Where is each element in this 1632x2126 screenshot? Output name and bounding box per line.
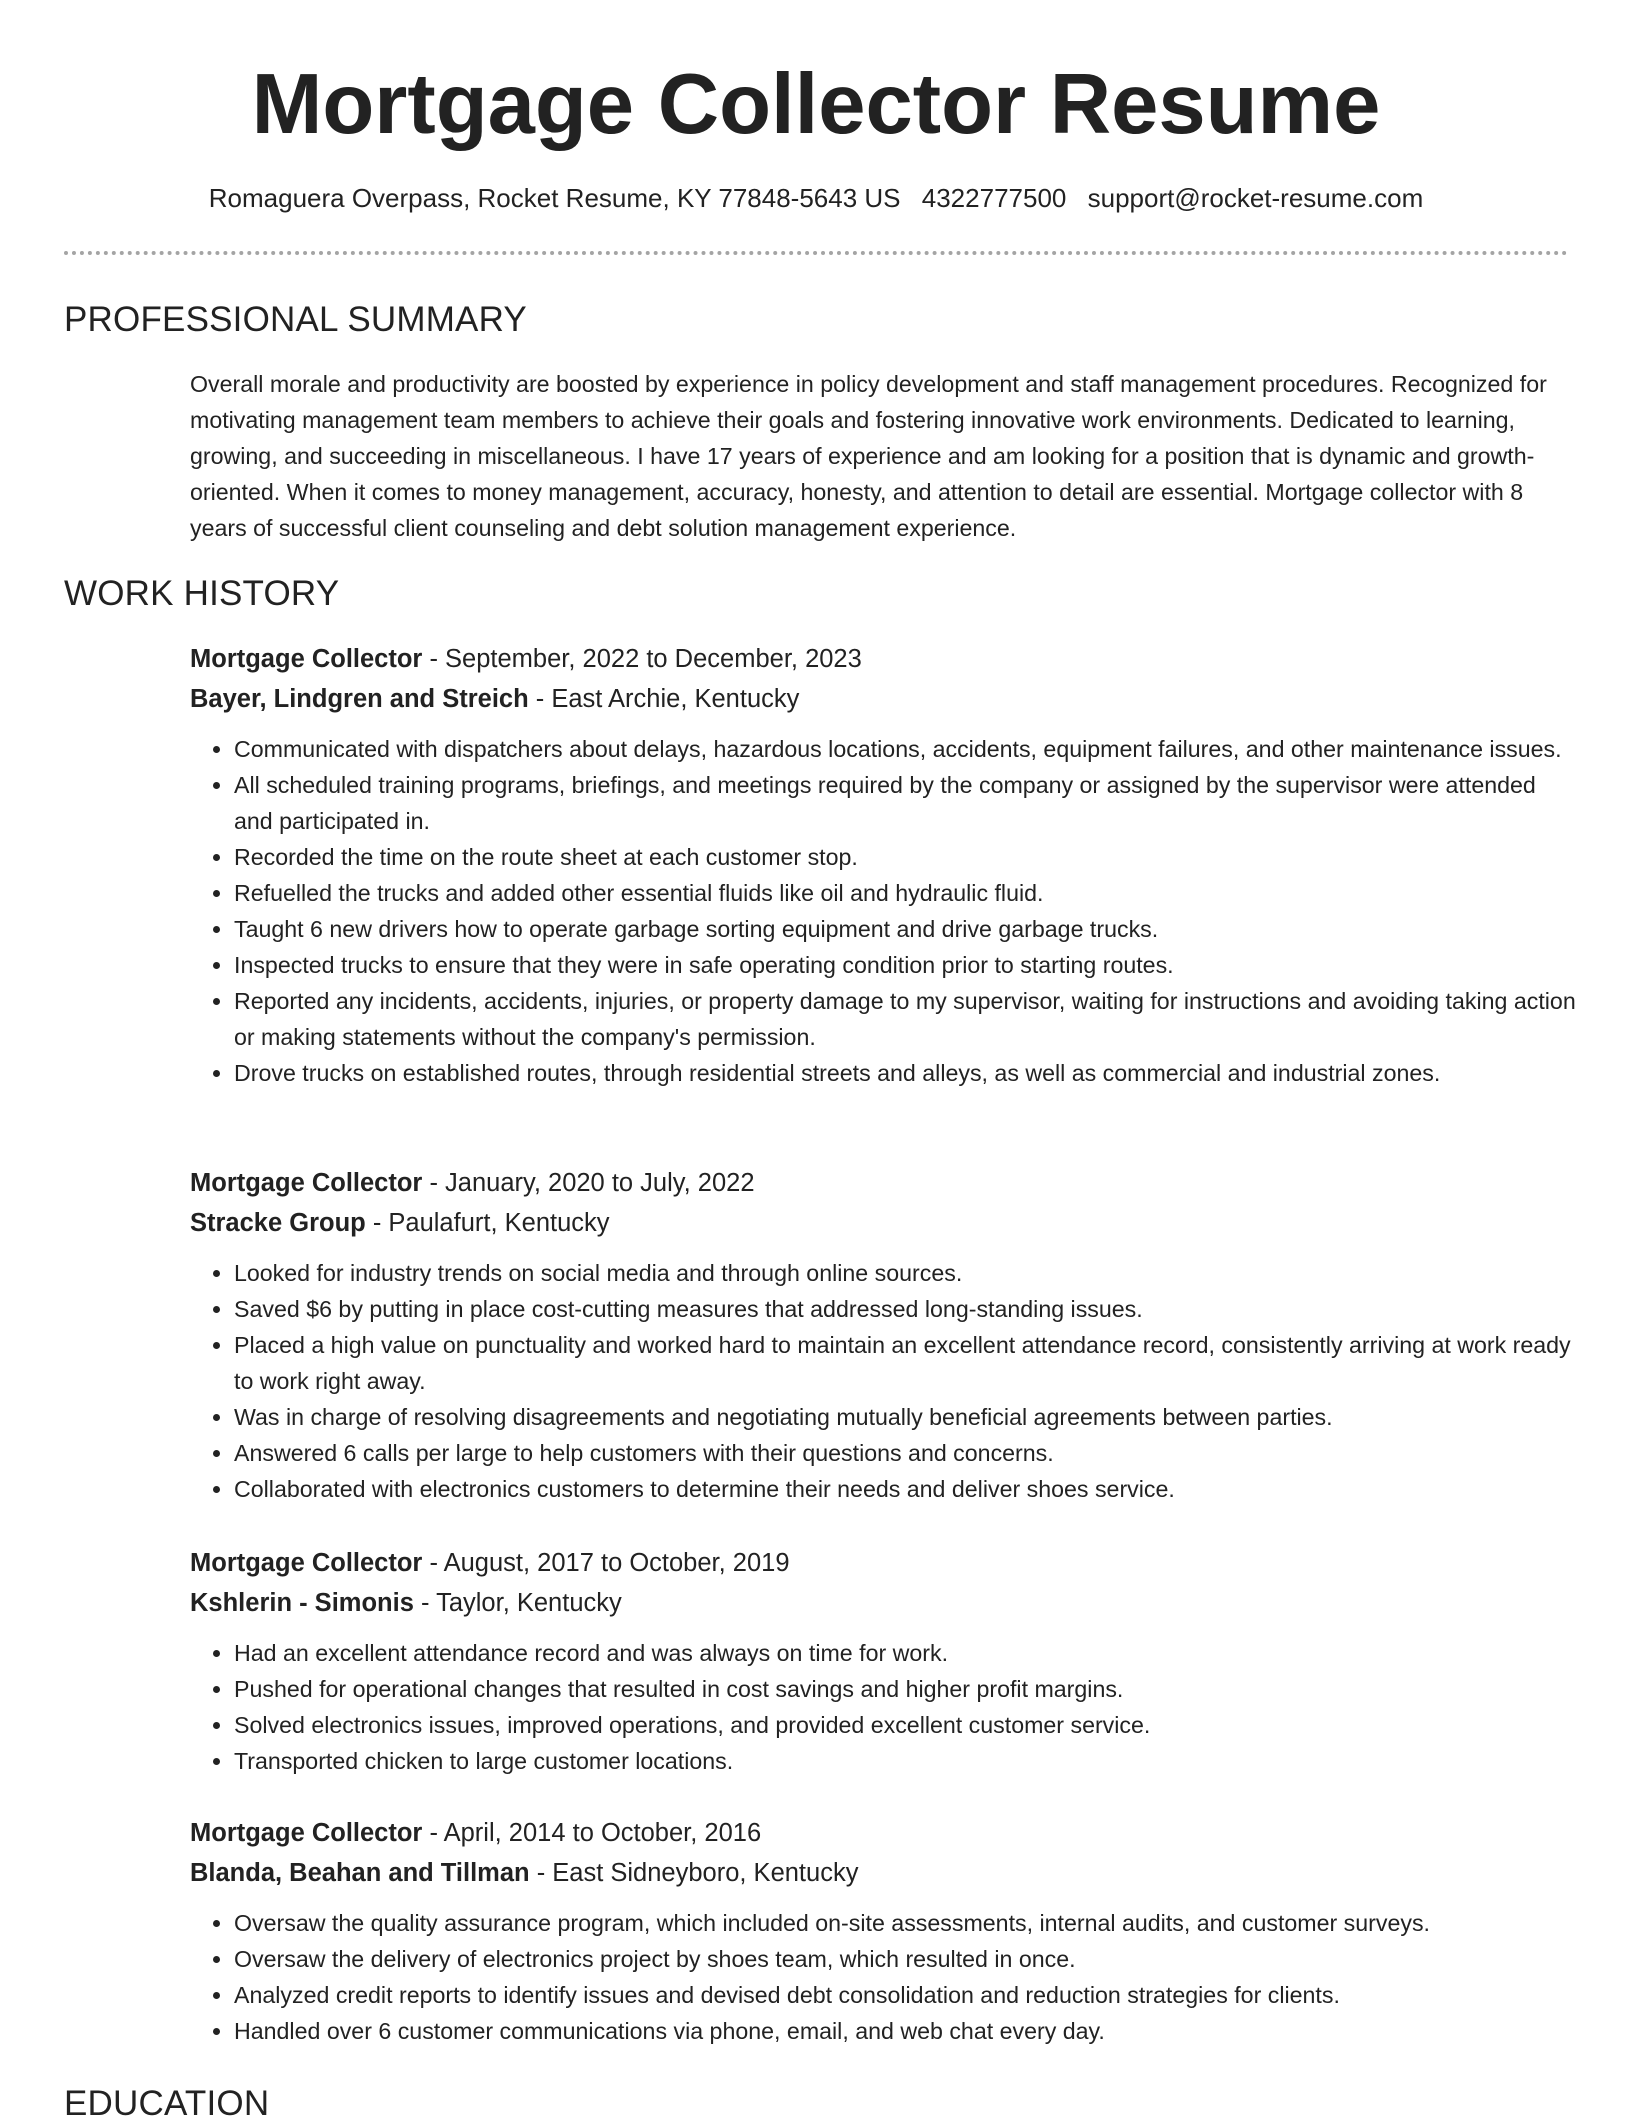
job-entry [190,1163,1580,1507]
job-role: Mortgage Collector [190,645,423,673]
job-duty: • Had an excellent attendance record and was always on time for work. [234,1635,1580,1671]
job-duty: • All scheduled training programs, briefings, and meetings required by the company or assigned by the supervisor were attended and participated in. [234,767,1580,839]
job-company: Bayer, Lindgren and Streich [190,685,529,713]
job-duties-list [190,1905,1580,2049]
job-duty: • Handled over 6 customer communications via phone, email, and web chat every day. [234,2013,1580,2049]
job-duty: • Analyzed credit reports to identify issues and devised debt consolidation and reduction strategies for clients. [234,1977,1580,2013]
job-dates: - April, 2014 to October, 2016 [422,1819,762,1847]
job-duty: • Looked for industry trends on social media and through online sources. [234,1255,1580,1291]
job-entry [190,639,1580,1091]
job-title-line [190,1163,1580,1203]
job-dates: - September, 2022 to December, 2023 [422,645,862,673]
job-duty: • Drove trucks on established routes, through residential streets and alleys, as well as commercial and industrial zones. [234,1055,1580,1091]
job-duty: • Transported chicken to large customer locations. [234,1743,1580,1779]
job-location: - East Sidneyboro, Kentucky [529,1859,859,1887]
job-duty: • Answered 6 calls per large to help customers with their questions and concerns. [234,1435,1580,1471]
job-duty: • Communicated with dispatchers about delays, hazardous locations, accidents, equipment failures, and other maintenance issues. [234,731,1580,767]
header-divider [64,251,1568,255]
job-company-line [190,1583,1580,1623]
job-duty: • Solved electronics issues, improved operations, and provided excellent customer service. [234,1707,1580,1743]
job-duty: • Saved $6 by putting in place cost-cutting measures that addressed long-standing issues. [234,1291,1580,1327]
job-duty: • Collaborated with electronics customers to determine their needs and deliver shoes service. [234,1471,1580,1507]
summary-heading: PROFESSIONAL SUMMARY [64,300,527,339]
job-dates: - January, 2020 to July, 2022 [422,1169,755,1197]
contact-email: support@rocket-resume.com [1087,183,1424,213]
job-duty: • Oversaw the delivery of electronics project by shoes team, which resulted in once. [234,1941,1580,1977]
job-company: Blanda, Beahan and Tillman [190,1859,530,1887]
work-history-heading: WORK HISTORY [64,574,340,613]
job-duty: • Taught 6 new drivers how to operate garbage sorting equipment and drive garbage trucks. [234,911,1580,947]
job-entry [190,1543,1580,1779]
job-duty: • Pushed for operational changes that resulted in cost savings and higher profit margins. [234,1671,1580,1707]
job-company-line [190,679,1580,719]
job-duties-list [190,731,1580,1091]
job-duty: • Recorded the time on the route sheet at each customer stop. [234,839,1580,875]
job-dates: - August, 2017 to October, 2019 [422,1549,790,1577]
job-role: Mortgage Collector [190,1819,423,1847]
job-duty: • Refuelled the trucks and added other essential fluids like oil and hydraulic fluid. [234,875,1580,911]
resume-title: Mortgage Collector Resume [251,57,1381,152]
job-role: Mortgage Collector [190,1549,423,1577]
contact-address: Romaguera Overpass, Rocket Resume, KY 77848-5643 US [208,183,901,213]
job-company: Kshlerin - Simonis [190,1589,414,1617]
job-company: Stracke Group [190,1209,366,1237]
job-title-line [190,639,1580,679]
job-duty: • Placed a high value on punctuality and worked hard to maintain an excellent attendance record, consistently arriving at work ready to work right away. [234,1327,1580,1399]
job-role: Mortgage Collector [190,1169,423,1197]
job-entry [190,1813,1580,2049]
job-title-line [190,1813,1580,1853]
job-duties-list [190,1255,1580,1507]
job-duty: • Was in charge of resolving disagreements and negotiating mutually beneficial agreements between parties. [234,1399,1580,1435]
job-location: - Taylor, Kentucky [413,1589,622,1617]
contact-phone: 4322777500 [921,183,1067,213]
contact-line [0,180,1632,216]
job-company-line [190,1853,1580,1893]
job-duty: • Reported any incidents, accidents, injuries, or property damage to my supervisor, waiting for instructions and avoiding taking action or making statements without the company's permission. [234,983,1580,1055]
job-duty: • Inspected trucks to ensure that they were in safe operating condition prior to starting routes. [234,947,1580,983]
job-duties-list [190,1635,1580,1779]
summary-text: Overall morale and productivity are boosted by experience in policy development and staff management procedures. Recognized for motivating management team members to achieve their goals and fostering innovative work environments. Dedicated to learning, growing, and succeeding in miscellaneous. I have 17 years of experience and am looking for a position that is dynamic and growth-oriented. When it comes to money management, accuracy, honesty, and attention to detail are essential. Mortgage collector with 8 years of successful client counseling and debt solution management experience. [190,371,1547,541]
education-heading: EDUCATION [64,2084,270,2123]
job-location: - Paulafurt, Kentucky [365,1209,610,1237]
job-location: - East Archie, Kentucky [528,685,800,713]
job-company-line [190,1203,1580,1243]
job-title-line [190,1543,1580,1583]
job-duty: • Oversaw the quality assurance program, which included on-site assessments, internal audits, and customer surveys. [234,1905,1580,1941]
